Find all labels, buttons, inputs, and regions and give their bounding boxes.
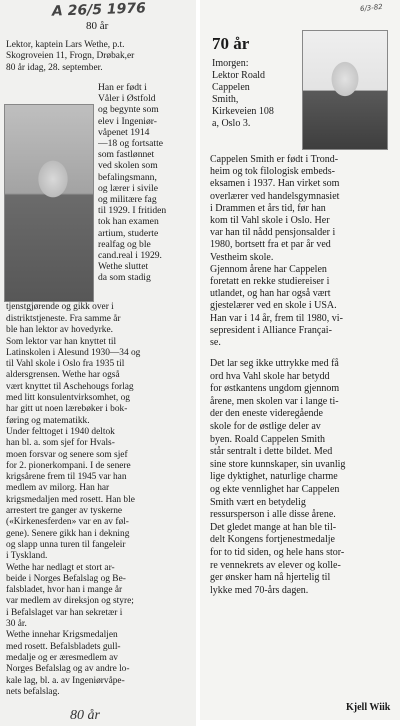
right-signature: Kjell Wiik [346, 702, 391, 713]
left-body: distriktstjeneste. Fra samme år ble han lektor av hovedyrke. Som lektor var han knyttet til Latinskolen i Ålesund 1930—34 og til Vahl skole i Oslo fra 1935 til aldersgrensen. Wethe har også vært knyttet til Aschehougs forlag med litt konsulentvirksomhet, og har gitt ut noen lærebøker i bok- føring og matematikk. Under felttoget i 1940 deltok han bl. a. som sjef for Hvals- moen forsvar og senere som sjef for 2. pionerkompani. I de senere krigsårene frem til 1945 var han medlem av milorg. Han har krigsmedaljen med rosett. Han ble arrestert tre ganger av tyskerne («Kirkenesferden» var en av føl- gene). Senere gikk han i dekning og slapp unna turen til fangeleir i Tyskland. Wethe har nedlagt et stort ar- beide i Norges Befalslag og Be- falsbladet, hvor han i mange år var medlem av direksjon og styre; i Befalslaget var han sekretær i 30 år. Wethe innehar Krigsmedaljen med rosett. Befalsbladets gull- medalje og er æresmedlem av Norges Befalslag og av andre lo- kale lag, bl. a. av Ingeniørvåpe- nets befalslag. [6, 314, 141, 697]
right-handwritten-date: 6/3-82 [359, 2, 384, 14]
right-body-2: Det lar seg ikke uttrykke med få ord hva Vahl skole har betydd for østkantens ungdom gjennom årene, men skolen var i lange ti- der den eneste videregående skole for de østlige deler av byen. Roald Cappelen Smith står sentralt i dette bildet. Med sine store kunnskaper, sin uvanlig lige dyktighet, naturlige charme og ekte vennlighet har Cappelen Smith vært en betydelig ressursperson i alle disse årene. Det gledet mange at han ble til- delt Kongens fortjenestmedalje for to tid siden, og hele hans stor- re vennekrets av elever og kolle- ger ønsker ham nå hjertelig til lykke med 70-års dagen. [210, 358, 346, 596]
left-age-heading: 80 år [86, 20, 109, 32]
left-intro: Lektor, kaptein Lars Wethe, p.t. Skogroveien 11, Frogn, Drøbak,er 80 år idag, 28. september. [6, 40, 135, 73]
left-footer-handwriting: 80 år [70, 708, 100, 723]
right-body-1: Cappelen Smith er født i Trond- heim og tok filologisk embeds- eksamen i 1937. Han virket som overlærer ved handelsgymnasiet i Drammen et års tid, før han kom til Vahl skole i Oslo. Her var han til nådd pensjonsalder i 1980, bortsett fra et par år ved Vestheim skole. Gjennom årene har Cappelen foretatt en rekke studiereiser i utlandet, og han har også vært gjestelærer ved en skole i USA. Han var i 14 år, frem til 1980, vi- sepresident i Alliance Françai- se. [210, 154, 343, 349]
portrait-photo-lars-wethe [4, 104, 94, 302]
portrait-photo-roald-cappelen-smith [302, 30, 388, 150]
left-photo-trailing-line: tjenstgjørende og gikk over i [6, 302, 114, 312]
left-text-beside-photo: Han er født i Våler i Østfold og begynte som elev i Ingeniør- våpenet 1914 —18 og fortsatte som fastlønnet ved skolen som befalingsmann, og lærer i sivile og militære fag til 1929. I fritiden tok han examen artium, studerte realfag og ble cand.real i 1929. Wethe sluttet da som stadig [98, 82, 167, 284]
right-age-heading: 70 år [212, 34, 250, 53]
right-intro: Imorgen: Lektor Roald Cappelen Smith, Kirkeveien 108 a, Oslo 3. [212, 58, 274, 129]
left-handwritten-date: A 26/5 1976 [51, 0, 147, 20]
